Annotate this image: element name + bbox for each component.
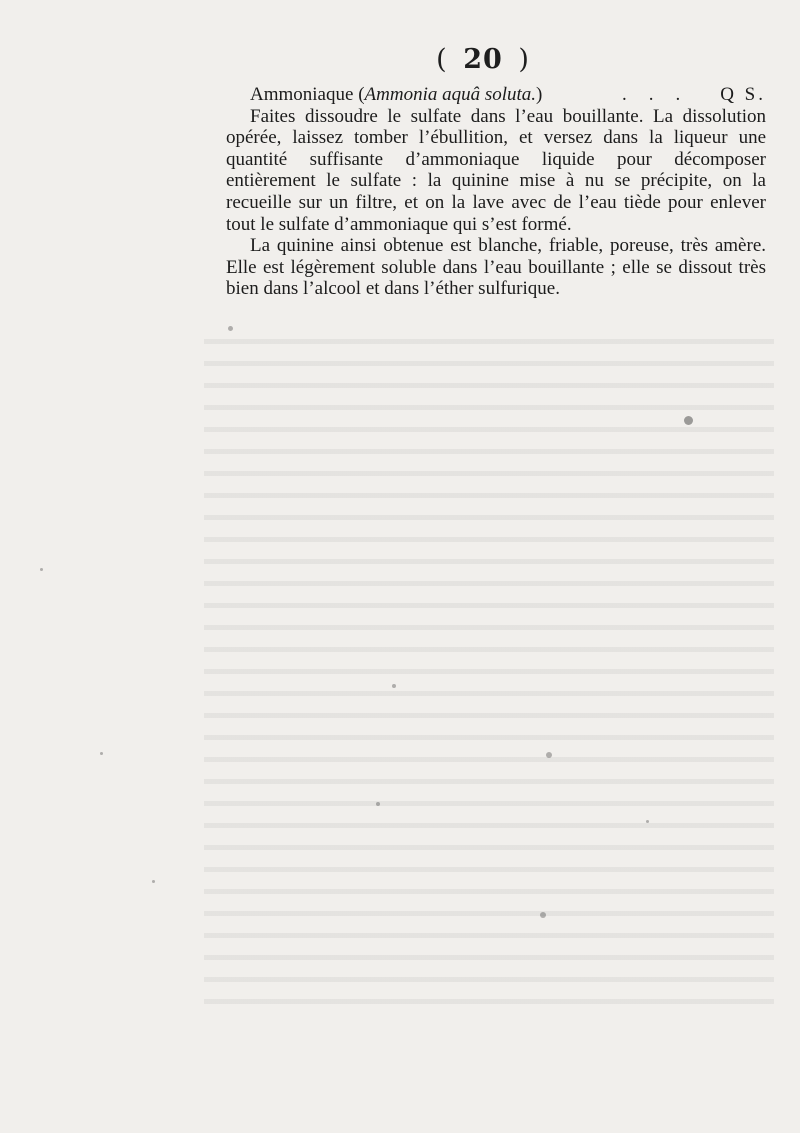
ingredient-latin-open: ( — [358, 84, 365, 105]
paper-speck — [546, 752, 552, 758]
paper-speck — [100, 752, 103, 755]
paper-speck — [152, 880, 155, 883]
paper-speck — [376, 802, 380, 806]
page-number-open: ( — [436, 44, 448, 75]
page-number — [0, 44, 800, 75]
paper-speck — [540, 912, 546, 918]
page-number-value: 20 — [463, 44, 503, 75]
paper-speck — [684, 416, 693, 425]
paper-speck — [40, 568, 43, 571]
ingredient-leader-dots: ... — [621, 84, 703, 105]
paragraph-preparation: Faites dissoudre le sulfate dans l’eau bouillante. La dissolution opérée, laissez tomber l’ébullition, et versez dans la liqueur une quantité suffisante d’ammoniaque liquide pour décomposer entièrement le sulfate : la quinine mise à nu se précipite, on la recueille sur un filtre, et on la lave avec de l’eau tiède pour enlever tout le sulfate d’ammoniaque qui s’est formé. — [226, 105, 766, 235]
paper-speck — [228, 326, 233, 331]
ingredient-latin-name: Ammonia aquâ soluta. — [364, 84, 537, 105]
page-number-close: ) — [518, 44, 530, 75]
paper-speck — [646, 820, 649, 823]
paragraph-properties: La quinine ainsi obtenue est blanche, friable, poreuse, très amère. Elle est légèrement soluble dans l’eau bouillante ; elle se dissout très bien dans l’alcool et dans l’éther sulfurique. — [226, 235, 766, 300]
body-text — [226, 84, 766, 300]
ingredient-quantity: Q S. — [720, 84, 766, 105]
ingredient-line — [226, 84, 766, 106]
paper-speck — [392, 684, 396, 688]
ingredient-latin-close: ) — [536, 84, 543, 105]
bleed-through-texture — [204, 330, 774, 1010]
ingredient-name: Ammoniaque — [250, 84, 354, 105]
